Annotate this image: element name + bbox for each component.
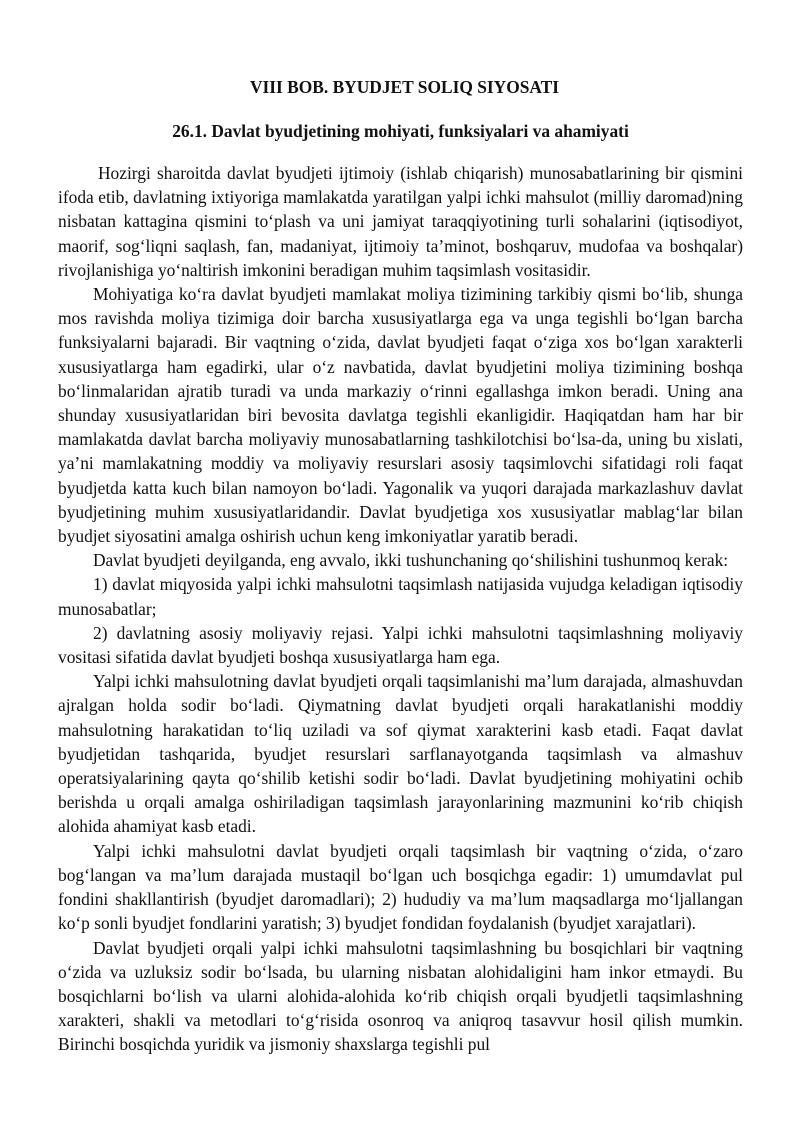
list-item-paragraph: 2) davlatning asosiy moliyaviy rejasi. Yalpi ichki mahsulotni taqsimlashning moliyaviy vositasi sifatida davlat byudjeti boshqa xususiyatlarga ham ega. xyxy=(58,622,743,668)
section-title: 26.1. Davlat byudjetining mohiyati, funksiyalari va ahamiyati xyxy=(172,121,629,141)
paragraph: Davlat byudjeti orqali yalpi ichki mahsulotni taqsimlashning bu bosqichlari bir vaqtning o‘zida va uzluksiz sodir bo‘lsada, bu ularning nisbatan alohidaligini ham inkor etmaydi. Bu bosqichlarni bo‘lish va ularni alohida-alohida ko‘rib chiqish orqali byudjetli taqsimlashning xarakteri, shakli va metodlari to‘g‘risida osonroq va aniqroq tasavvur hosil qilish mumkin. Birinchi bosqichda yuridik va jismoniy shaxslarga tegishli pul xyxy=(58,937,743,1055)
paragraph: Mohiyatiga ko‘ra davlat byudjeti mamlakat moliya tizimining tarkibiy qismi bo‘lib, shunga mos ravishda moliya tizimiga doir barcha xususiyatlarga ega va unga tegishli bo‘lgan barcha funksiyalarni bajaradi. Bir vaqtning o‘zida, davlat byudjeti faqat o‘ziga xos bo‘lgan xarakterli xususiyatlarga ham egadirki, ular o‘z navbatida, davlat byudjetini moliya tizimining boshqa bo‘linmalaridan ajratib turadi va unda markaziy o‘rinni egallashga imkon beradi. Uning ana shunday xususiyatlaridan biri bevosita davlatga tegishli ekanligidir. Haqiqatdan ham har bir mamlakatda davlat barcha moliyaviy munosabatlarning tashkilotchisi bo‘lsa-da, uning bu xislati, ya’ni mamlakatning moddiy va moliyaviy resurslari asosiy taqsimlovchi sifatidagi roli faqat byudjetda katta kuch bilan namoyon bo‘ladi. Yagonalik va yuqori darajada markazlashuv davlat byudjetining muhim xususiyatlaridandir. Davlat byudjetiga xos xususiyatlar mablag‘lar bilan byudjet siyosatini amalga oshirish uchun keng imkoniyatlar yaratib beradi. xyxy=(58,284,743,547)
body-text xyxy=(58,161,743,1057)
paragraph: Davlat byudjeti deyilganda, eng avvalo, ikki tushunchaning qo‘shilishini tushunmoq kerak: xyxy=(93,550,729,571)
paragraph: Hozirgi sharoitda davlat byudjeti ijtimoiy (ishlab chiqarish) munosabatlarining bir qismini ifoda etib, davlatning ixtiyoriga mamlakatda yaratilgan yalpi ichki mahsulot (milliy daromad)ning nisbatan kattagina qismini to‘plash va uni jamiyat taraqqiyotining turli sohalarini (iqtisodiyot, maorif, sog‘liqni saqlash, fan, madaniyat, ijtimoiy ta’minot, boshqaruv, mudofaa va boshqalar) rivojlanishiga yo‘naltirish imkonini beradigan muhim taqsimlash vositasidir. xyxy=(58,163,743,280)
paragraph: Yalpi ichki mahsulotning davlat byudjeti orqali taqsimlanishi ma’lum darajada, almashuvdan ajralgan holda sodir bo‘ladi. Qiymatning davlat byudjeti orqali harakatlanishi moddiy mahsulotning harakatidan to‘liq uziladi va sof qiymat xarakterini kasb etadi. Faqat davlat byudjetidan tashqarida, byudjet resurslari sarflanayotganda taqsimlash va almashuv operatsiyalarining qayta qo‘shilib ketishi sodir bo‘ladi. Davlat byudjetining mohiyatini ochib berishda u orqali amalga oshiriladigan taqsimlash jarayonlarining mazmunini ko‘rib chiqish alohida ahamiyat kasb etadi. xyxy=(58,671,743,837)
chapter-title: VIII BOB. BYUDJET SOLIQ SIYOSATI xyxy=(249,77,560,97)
list-item-paragraph: 1) davlat miqyosida yalpi ichki mahsulotni taqsimlash natijasida vujudga keladigan iqtisodiy munosabatlar; xyxy=(58,574,743,619)
paragraph: Yalpi ichki mahsulotni davlat byudjeti orqali taqsimlash bir vaqtning o‘zida, o‘zaro bog‘langan va ma’lum darajada mustaqil bo‘lgan uch bosqichga egadir: 1) umumdavlat pul fondini shakllantirish (byudjet daromadlari); 2) hududiy va ma’lum maqsadlarga mo‘ljallangan ko‘p sonli byudjet fondlarini yaratish; 3) byudjet fondidan foydalanish (byudjet xarajatlari). xyxy=(58,840,743,934)
document-page xyxy=(58,74,743,1057)
